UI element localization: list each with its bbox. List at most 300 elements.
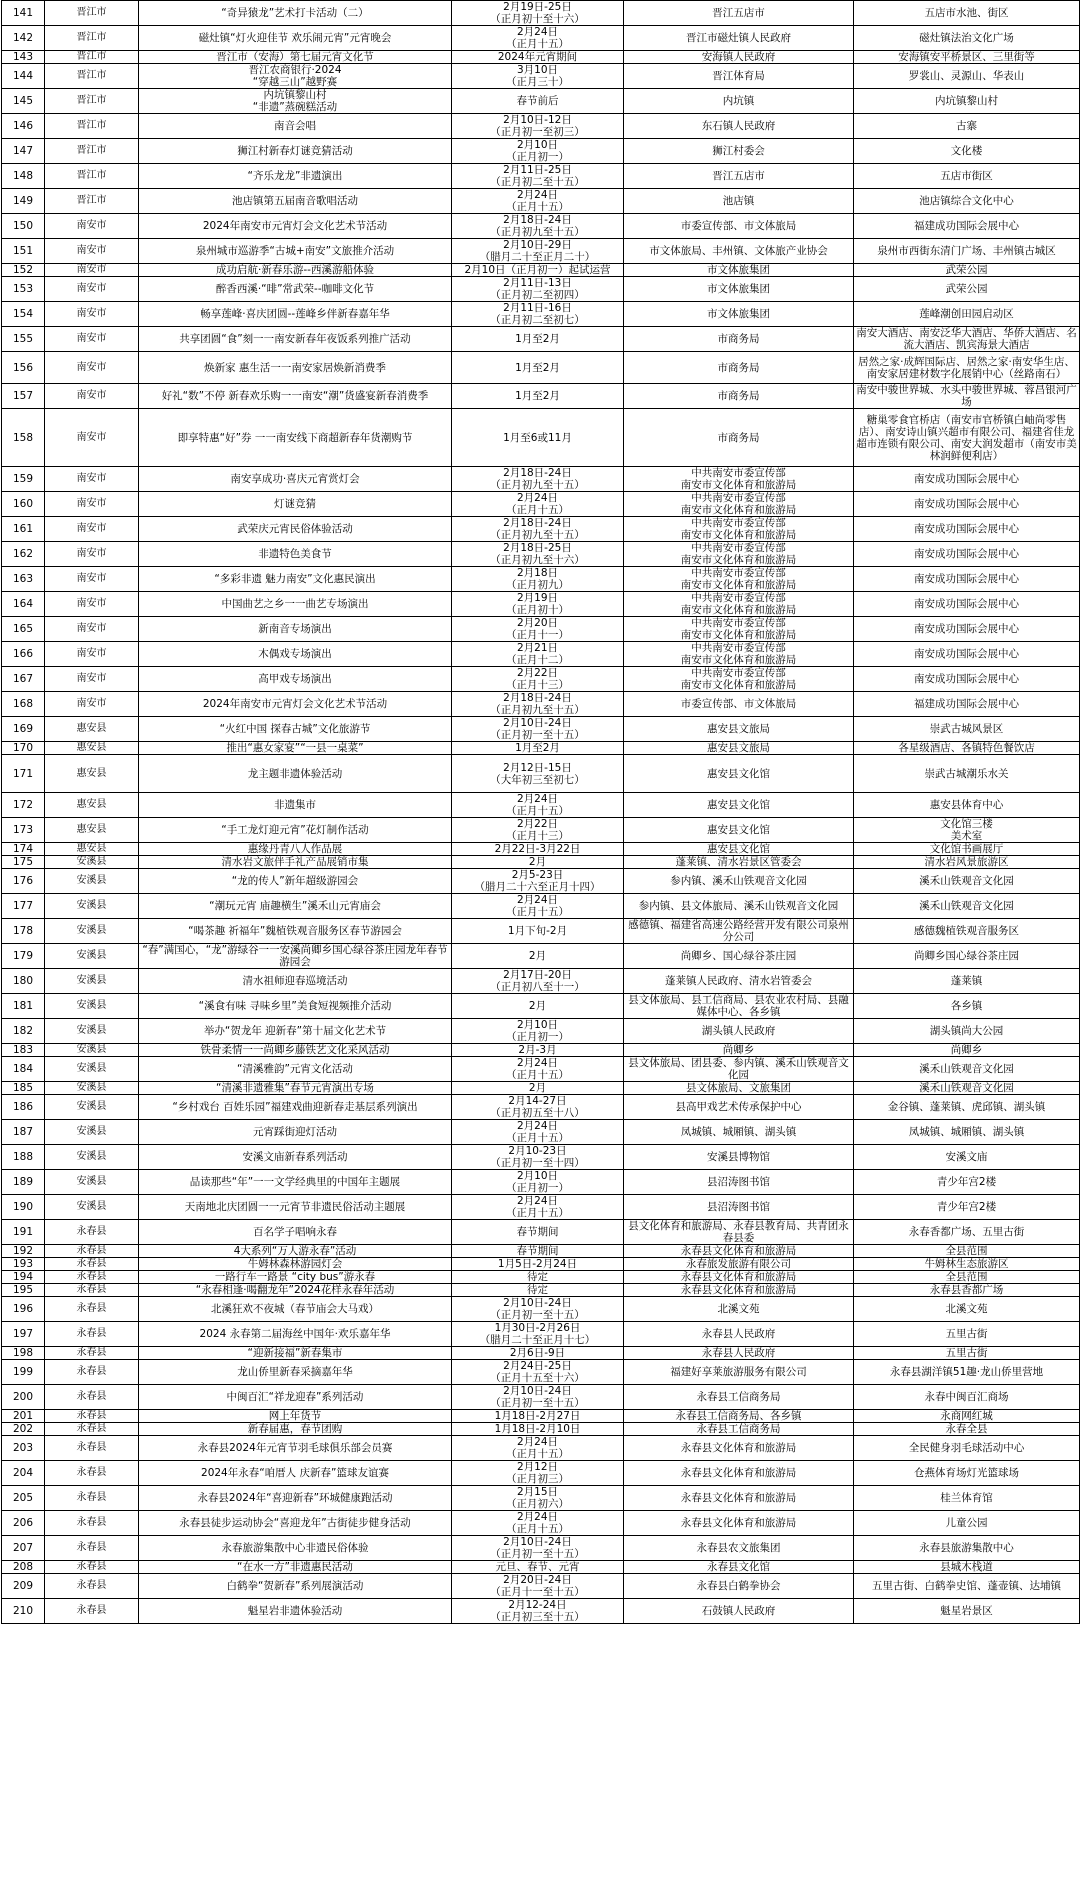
table-row: [2, 1322, 1080, 1347]
activity-name: 天南地北庆团圆一一元宵节非遗民俗活动主题展: [139, 1195, 452, 1220]
county-cell: 南安市: [45, 277, 139, 302]
organizer: 永春县文化体育和旅游局: [624, 1461, 854, 1486]
table-row: [2, 1220, 1080, 1245]
activity-name: 龙山侨里新春采摘嘉年华: [139, 1360, 452, 1385]
venue: 南安中骏世界城、水头中骏世界城、蓉昌银河广场: [854, 384, 1080, 409]
activity-name: “迎新接福”新春集市: [139, 1347, 452, 1360]
row-number: 178: [2, 919, 45, 944]
table-row: [2, 994, 1080, 1019]
activity-name: 木偶戏专场演出: [139, 642, 452, 667]
activity-time: 2月20日-24日 （正月十一至十五）: [452, 1574, 624, 1599]
table-row: [2, 1297, 1080, 1322]
table-row: [2, 1599, 1080, 1624]
organizer: 市委宣传部、市文体旅局: [624, 692, 854, 717]
county-cell: 南安市: [45, 302, 139, 327]
county-cell: 永春县: [45, 1245, 139, 1258]
county-cell: 永春县: [45, 1599, 139, 1624]
venue: 永春中闽百汇商场: [854, 1385, 1080, 1410]
venue: 古寨: [854, 114, 1080, 139]
table-row: [2, 1170, 1080, 1195]
activity-time: 2月24日 （正月十五）: [452, 189, 624, 214]
table-row: [2, 1, 1080, 26]
venue: 南安大酒店、南安泛华大酒店、华侨大酒店、名流大酒店、凯宾海景大酒店: [854, 327, 1080, 352]
venue: 湖头镇尚大公园: [854, 1019, 1080, 1044]
county-cell: 安溪县: [45, 994, 139, 1019]
venue: 永春县湖洋镇51趣·龙山侨里营地: [854, 1360, 1080, 1385]
activity-time: 2月5-23日 （腊月二十六至正月十四）: [452, 869, 624, 894]
activity-time: 1月至2月: [452, 327, 624, 352]
table-row: [2, 542, 1080, 567]
activity-name: 醉香西溪·“啡”常武荣--咖啡文化节: [139, 277, 452, 302]
table-row: [2, 492, 1080, 517]
venue: 武荣公园: [854, 264, 1080, 277]
activity-name: 永春县徒步运动协会“喜迎龙年”古街徒步健身活动: [139, 1511, 452, 1536]
venue: 蓬莱镇: [854, 969, 1080, 994]
organizer: 惠安县文化馆: [624, 818, 854, 843]
county-cell: 晋江市: [45, 1, 139, 26]
row-number: 202: [2, 1423, 45, 1436]
activity-name: 铁骨柔情一一尚卿乡藤铁艺文化采风活动: [139, 1044, 452, 1057]
organizer: 蓬莱镇人民政府、清水岩管委会: [624, 969, 854, 994]
county-cell: 永春县: [45, 1360, 139, 1385]
venue: 南安成功国际会展中心: [854, 642, 1080, 667]
row-number: 148: [2, 164, 45, 189]
county-cell: 惠安县: [45, 793, 139, 818]
organizer: 永春县工信商务局: [624, 1385, 854, 1410]
row-number: 176: [2, 869, 45, 894]
activity-name: 中闽百汇“祥龙迎春”系列活动: [139, 1385, 452, 1410]
row-number: 193: [2, 1258, 45, 1271]
table-row: [2, 1511, 1080, 1536]
activity-name: 推出“惠女家宴”“一县一桌菜”: [139, 742, 452, 755]
row-number: 172: [2, 793, 45, 818]
venue: 溪禾山铁观音文化园: [854, 1082, 1080, 1095]
table-row: [2, 1574, 1080, 1599]
activity-name: 2024 永春第二届海丝中国年·欢乐嘉年华: [139, 1322, 452, 1347]
county-cell: 永春县: [45, 1220, 139, 1245]
activity-time: 2月10日 （正月初一）: [452, 1170, 624, 1195]
activity-time: 2月12日-15日 （大年初三至初七）: [452, 755, 624, 793]
table-row: [2, 1347, 1080, 1360]
organizer: 东石镇人民政府: [624, 114, 854, 139]
organizer: 市文体旅集团: [624, 277, 854, 302]
organizer: 北溪文苑: [624, 1297, 854, 1322]
row-number: 208: [2, 1561, 45, 1574]
activity-time: 2月22日-3月22日: [452, 843, 624, 856]
table-row: [2, 919, 1080, 944]
row-number: 199: [2, 1360, 45, 1385]
table-row: [2, 467, 1080, 492]
activity-name: “齐乐龙龙”非遗演出: [139, 164, 452, 189]
organizer: 中共南安市委宣传部 南安市文化体育和旅游局: [624, 467, 854, 492]
activity-time: 2月21日 （正月十二）: [452, 642, 624, 667]
activity-time: 2月24日 （正月十五）: [452, 1511, 624, 1536]
organizer: 中共南安市委宣传部 南安市文化体育和旅游局: [624, 492, 854, 517]
organizer: 县文体旅局、县工信商局、县农业农村局、县融媒体中心、各乡镇: [624, 994, 854, 1019]
activity-name: 惠缘丹青八人作品展: [139, 843, 452, 856]
county-cell: 南安市: [45, 264, 139, 277]
organizer: 晋江体育局: [624, 64, 854, 89]
row-number: 181: [2, 994, 45, 1019]
activity-table-body: [2, 1, 1080, 1624]
row-number: 194: [2, 1271, 45, 1284]
table-row: [2, 818, 1080, 843]
row-number: 198: [2, 1347, 45, 1360]
table-row: [2, 1082, 1080, 1095]
activity-time: 2月10日 （正月初一）: [452, 1019, 624, 1044]
venue: 南安成功国际会展中心: [854, 492, 1080, 517]
activity-name: 泉州城市巡游季“古城+南安”文旅推介活动: [139, 239, 452, 264]
activity-time: 2月18日-24日 （正月初九至十五）: [452, 467, 624, 492]
organizer: 县沼涛图书馆: [624, 1170, 854, 1195]
table-row: [2, 114, 1080, 139]
organizer: 永春县工信商务局: [624, 1423, 854, 1436]
organizer: 凤城镇、城厢镇、湖头镇: [624, 1120, 854, 1145]
activity-name: 非遗特色美食节: [139, 542, 452, 567]
row-number: 195: [2, 1284, 45, 1297]
venue: 各星级酒店、各镇特色餐饮店: [854, 742, 1080, 755]
county-cell: 晋江市: [45, 164, 139, 189]
county-cell: 南安市: [45, 692, 139, 717]
venue: 文化馆书画展厅: [854, 843, 1080, 856]
row-number: 169: [2, 717, 45, 742]
row-number: 206: [2, 1511, 45, 1536]
venue: 凤城镇、城厢镇、湖头镇: [854, 1120, 1080, 1145]
activity-name: 举办“贺龙年 迎新春”第十届文化艺术节: [139, 1019, 452, 1044]
organizer: 感德镇、福建省高速公路经营开发有限公司泉州分公司: [624, 919, 854, 944]
county-cell: 永春县: [45, 1436, 139, 1461]
county-cell: 晋江市: [45, 139, 139, 164]
venue: 儿童公园: [854, 1511, 1080, 1536]
activity-time: 2月10日-24日 （正月初一至十五）: [452, 717, 624, 742]
activity-time: 2月24日 （正月十五）: [452, 894, 624, 919]
activity-time: 2月12-24日 （正月初三至十五）: [452, 1599, 624, 1624]
activity-time: 3月10日 （正月三十）: [452, 64, 624, 89]
table-row: [2, 89, 1080, 114]
activity-table: [1, 0, 1080, 1624]
organizer: 中共南安市委宣传部 南安市文化体育和旅游局: [624, 592, 854, 617]
county-cell: 南安市: [45, 239, 139, 264]
activity-time: 2月18日-24日 （正月初九至十五）: [452, 517, 624, 542]
organizer: 永春县文化馆: [624, 1561, 854, 1574]
table-row: [2, 1258, 1080, 1271]
venue: 全民健身羽毛球活动中心: [854, 1436, 1080, 1461]
row-number: 153: [2, 277, 45, 302]
venue: 南安成功国际会展中心: [854, 567, 1080, 592]
table-row: [2, 667, 1080, 692]
row-number: 164: [2, 592, 45, 617]
table-row: [2, 51, 1080, 64]
activity-name: “火红中国 探春古城”文化旅游节: [139, 717, 452, 742]
activity-name: “乡村戏台 百姓乐园”福建戏曲迎新春走基层系列演出: [139, 1095, 452, 1120]
row-number: 151: [2, 239, 45, 264]
county-cell: 永春县: [45, 1461, 139, 1486]
activity-time: 2月24日 （正月十五）: [452, 1195, 624, 1220]
county-cell: 南安市: [45, 409, 139, 467]
activity-name: 龙主题非遗体验活动: [139, 755, 452, 793]
activity-name: 4大系列“万人游永春”活动: [139, 1245, 452, 1258]
venue: 清水岩风景旅游区: [854, 856, 1080, 869]
activity-name: “清溪非遗雅集”春节元宵演出专场: [139, 1082, 452, 1095]
venue: 南安成功国际会展中心: [854, 667, 1080, 692]
county-cell: 南安市: [45, 667, 139, 692]
activity-name: 元宵踩街迎灯活动: [139, 1120, 452, 1145]
row-number: 171: [2, 755, 45, 793]
county-cell: 惠安县: [45, 843, 139, 856]
table-row: [2, 1019, 1080, 1044]
venue: 全县范围: [854, 1245, 1080, 1258]
activity-time: 元旦、春节、元宵: [452, 1561, 624, 1574]
venue: 糖巢零食官桥店（南安市官桥镇白岫尚零售店）、南安诗山镇兴超市有限公司、福建省佳龙超市连锁有限公司、南安大润发超市（南安市美林润鲜便利店）: [854, 409, 1080, 467]
row-number: 157: [2, 384, 45, 409]
row-number: 196: [2, 1297, 45, 1322]
activity-time: 2月24日 （正月十五）: [452, 26, 624, 51]
organizer: 县高甲戏艺术传承保护中心: [624, 1095, 854, 1120]
activity-name: 2024年南安市元宵灯会文化艺术节活动: [139, 692, 452, 717]
activity-name: “多彩非遗 魅力南安”文化惠民演出: [139, 567, 452, 592]
county-cell: 晋江市: [45, 64, 139, 89]
row-number: 180: [2, 969, 45, 994]
organizer: 惠安县文化馆: [624, 843, 854, 856]
table-row: [2, 642, 1080, 667]
venue: 感德魏植铁观音服务区: [854, 919, 1080, 944]
county-cell: 安溪县: [45, 856, 139, 869]
row-number: 146: [2, 114, 45, 139]
county-cell: 永春县: [45, 1385, 139, 1410]
venue: 五里古街: [854, 1322, 1080, 1347]
activity-name: 共享团圆“食”刻一一南安新春年夜饭系列推广活动: [139, 327, 452, 352]
activity-time: 2024年元宵期间: [452, 51, 624, 64]
row-number: 191: [2, 1220, 45, 1245]
table-row: [2, 1271, 1080, 1284]
table-row: [2, 1095, 1080, 1120]
activity-name: 非遗集市: [139, 793, 452, 818]
county-cell: 永春县: [45, 1574, 139, 1599]
venue: 溪禾山铁观音文化园: [854, 1057, 1080, 1082]
activity-time: 1月至2月: [452, 742, 624, 755]
county-cell: 永春县: [45, 1258, 139, 1271]
table-row: [2, 1145, 1080, 1170]
venue: 南安成功国际会展中心: [854, 542, 1080, 567]
row-number: 170: [2, 742, 45, 755]
activity-name: “手工龙灯迎元宵”花灯制作活动: [139, 818, 452, 843]
organizer: 中共南安市委宣传部 南安市文化体育和旅游局: [624, 542, 854, 567]
activity-name: 成功启航·新春乐游--西溪游船体验: [139, 264, 452, 277]
row-number: 149: [2, 189, 45, 214]
venue: 尚卿乡: [854, 1044, 1080, 1057]
organizer: 永春县文化体育和旅游局: [624, 1284, 854, 1297]
activity-time: 2月18日-25日 （正月初九至十六）: [452, 542, 624, 567]
row-number: 144: [2, 64, 45, 89]
venue: 内坑镇黎山村: [854, 89, 1080, 114]
table-row: [2, 692, 1080, 717]
organizer: 石鼓镇人民政府: [624, 1599, 854, 1624]
county-cell: 永春县: [45, 1284, 139, 1297]
county-cell: 南安市: [45, 542, 139, 567]
row-number: 189: [2, 1170, 45, 1195]
venue: 五里古街、白鹤拳史馆、蓬壶镇、达埔镇: [854, 1574, 1080, 1599]
activity-name: “奇异猿龙”艺术打卡活动（二）: [139, 1, 452, 26]
activity-name: 即享特惠“好”券 一一南安线下商超新春年货潮购节: [139, 409, 452, 467]
county-cell: 永春县: [45, 1347, 139, 1360]
activity-time: 1月18日-2月10日: [452, 1423, 624, 1436]
table-row: [2, 164, 1080, 189]
venue: 永春县香都广场: [854, 1284, 1080, 1297]
table-row: [2, 894, 1080, 919]
row-number: 205: [2, 1486, 45, 1511]
activity-time: 2月24日 （正月十五）: [452, 1120, 624, 1145]
row-number: 150: [2, 214, 45, 239]
venue: 溪禾山铁观音文化园: [854, 894, 1080, 919]
activity-name: 一路行车一路景 “city bus”游永春: [139, 1271, 452, 1284]
table-row: [2, 214, 1080, 239]
table-row: [2, 1536, 1080, 1561]
county-cell: 南安市: [45, 492, 139, 517]
organizer: 市商务局: [624, 409, 854, 467]
activity-time: 2月: [452, 944, 624, 969]
activity-name: 磁灶镇“灯火迎佳节 欢乐闹元宵”元宵晚会: [139, 26, 452, 51]
activity-time: 2月14-27日 （正月初五至十八）: [452, 1095, 624, 1120]
activity-name: 灯谜竞猜: [139, 492, 452, 517]
county-cell: 安溪县: [45, 894, 139, 919]
activity-time: 1月至2月: [452, 384, 624, 409]
organizer: 蓬莱镇、清水岩景区管委会: [624, 856, 854, 869]
row-number: 145: [2, 89, 45, 114]
organizer: 市商务局: [624, 327, 854, 352]
activity-time: 2月10日-24日 （正月初一至十五）: [452, 1536, 624, 1561]
county-cell: 安溪县: [45, 944, 139, 969]
county-cell: 南安市: [45, 214, 139, 239]
county-cell: 安溪县: [45, 869, 139, 894]
activity-time: 1月下旬-2月: [452, 919, 624, 944]
county-cell: 安溪县: [45, 1095, 139, 1120]
organizer: 惠安县文化馆: [624, 793, 854, 818]
county-cell: 晋江市: [45, 189, 139, 214]
table-row: [2, 717, 1080, 742]
table-row: [2, 409, 1080, 467]
row-number: 197: [2, 1322, 45, 1347]
activity-time: 2月22日 （正月十三）: [452, 667, 624, 692]
organizer: 惠安县文旅局: [624, 717, 854, 742]
venue: 文化楼: [854, 139, 1080, 164]
county-cell: 永春县: [45, 1536, 139, 1561]
venue: 安海镇安平桥景区、三里街等: [854, 51, 1080, 64]
row-number: 183: [2, 1044, 45, 1057]
county-cell: 南安市: [45, 642, 139, 667]
county-cell: 安溪县: [45, 919, 139, 944]
activity-name: “在水一方”非遗惠民活动: [139, 1561, 452, 1574]
row-number: 154: [2, 302, 45, 327]
venue: 居然之家·成辉国际店、居然之家·南安华生店、南安家居建材数字化展销中心（丝路南石）: [854, 352, 1080, 384]
activity-name: 魁星岩非遗体验活动: [139, 1599, 452, 1624]
activity-name: 白鹤拳“贺新春”系列展演活动: [139, 1574, 452, 1599]
organizer: 永春县文化体育和旅游局: [624, 1271, 854, 1284]
county-cell: 永春县: [45, 1410, 139, 1423]
venue: 福建成功国际会展中心: [854, 214, 1080, 239]
county-cell: 南安市: [45, 384, 139, 409]
county-cell: 永春县: [45, 1511, 139, 1536]
organizer: 中共南安市委宣传部 南安市文化体育和旅游局: [624, 517, 854, 542]
organizer: 中共南安市委宣传部 南安市文化体育和旅游局: [624, 617, 854, 642]
venue: 崇武古城潮乐水关: [854, 755, 1080, 793]
table-row: [2, 384, 1080, 409]
activity-time: 1月至6或11月: [452, 409, 624, 467]
activity-time: 2月10日 （正月初一）: [452, 139, 624, 164]
row-number: 203: [2, 1436, 45, 1461]
activity-name: “喝茶趣 祈福年”魏植铁观音服务区春节游园会: [139, 919, 452, 944]
activity-table-sheet: [1, 0, 1079, 1886]
county-cell: 安溪县: [45, 969, 139, 994]
activity-time: 2月-3月: [452, 1044, 624, 1057]
row-number: 188: [2, 1145, 45, 1170]
organizer: 中共南安市委宣传部 南安市文化体育和旅游局: [624, 667, 854, 692]
activity-time: 2月12日 （正月初三）: [452, 1461, 624, 1486]
table-row: [2, 1436, 1080, 1461]
table-row: [2, 1360, 1080, 1385]
organizer: 狮江村委会: [624, 139, 854, 164]
organizer: 市商务局: [624, 352, 854, 384]
venue: 五店市水池、街区: [854, 1, 1080, 26]
county-cell: 晋江市: [45, 51, 139, 64]
venue: 安溪文庙: [854, 1145, 1080, 1170]
table-row: [2, 189, 1080, 214]
row-number: 166: [2, 642, 45, 667]
organizer: 永春县白鹤拳协会: [624, 1574, 854, 1599]
activity-time: 2月10日-24日 （正月初一至十五）: [452, 1385, 624, 1410]
organizer: 池店镇: [624, 189, 854, 214]
activity-name: “龙的传人”新年超级游园会: [139, 869, 452, 894]
organizer: 县文体旅局、团县委、参内镇、溪禾山铁观音文化园: [624, 1057, 854, 1082]
venue: 青少年宫2楼: [854, 1195, 1080, 1220]
activity-time: 待定: [452, 1271, 624, 1284]
county-cell: 安溪县: [45, 1170, 139, 1195]
row-number: 192: [2, 1245, 45, 1258]
activity-time: 春节期间: [452, 1245, 624, 1258]
activity-time: 2月24日 （正月十五）: [452, 492, 624, 517]
row-number: 201: [2, 1410, 45, 1423]
organizer: 中共南安市委宣传部 南安市文化体育和旅游局: [624, 642, 854, 667]
venue: 县城木栈道: [854, 1561, 1080, 1574]
activity-name: 新春届惠，春节团购: [139, 1423, 452, 1436]
activity-name: 晋江农商银行·2024 “穿越三山”越野赛: [139, 64, 452, 89]
activity-time: 2月10日-24日 （正月初一至十五）: [452, 1297, 624, 1322]
organizer: 市委宣传部、市文体旅局: [624, 214, 854, 239]
activity-name: 狮江村新春灯谜竞猜活动: [139, 139, 452, 164]
activity-name: “清溪雅韵”元宵文化活动: [139, 1057, 452, 1082]
row-number: 142: [2, 26, 45, 51]
activity-name: 百名学子唱响永春: [139, 1220, 452, 1245]
table-row: [2, 1486, 1080, 1511]
venue: 魁星岩景区: [854, 1599, 1080, 1624]
county-cell: 惠安县: [45, 742, 139, 755]
table-row: [2, 1195, 1080, 1220]
venue: 五店市街区: [854, 164, 1080, 189]
venue: 青少年宫2楼: [854, 1170, 1080, 1195]
activity-time: 2月10日-12日 （正月初一至初三）: [452, 114, 624, 139]
venue: 南安成功国际会展中心: [854, 617, 1080, 642]
organizer: 永春县人民政府: [624, 1347, 854, 1360]
activity-time: 1月30日-2月26日 （腊月二十至正月十七）: [452, 1322, 624, 1347]
row-number: 152: [2, 264, 45, 277]
venue: 永春全县: [854, 1423, 1080, 1436]
county-cell: 惠安县: [45, 717, 139, 742]
organizer: 参内镇、溪禾山铁观音文化园: [624, 869, 854, 894]
table-row: [2, 1284, 1080, 1297]
activity-name: 北溪狂欢不夜城（春节庙会大马戏）: [139, 1297, 452, 1322]
organizer: 永春县文化体育和旅游局: [624, 1436, 854, 1461]
row-number: 168: [2, 692, 45, 717]
activity-name: “春”满国心，“龙”游绿谷一一安溪尚卿乡国心绿谷茶庄园龙年春节游园会: [139, 944, 452, 969]
